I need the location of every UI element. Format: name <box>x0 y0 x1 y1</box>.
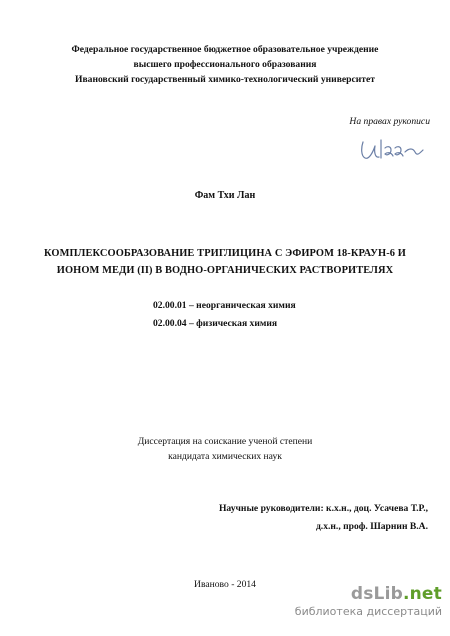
specialty-2: 02.00.04 – физическая химия <box>153 318 278 329</box>
institution-line-1: Федеральное государственное бюджетное образовательное учреждение <box>71 44 379 55</box>
handwritten-signature <box>357 134 429 168</box>
city-year: Иваново - 2014 <box>194 579 256 590</box>
institution-line-2: высшего профессионального образования <box>133 59 317 70</box>
institution-header <box>0 42 450 87</box>
manuscript-note: На правах рукописи <box>349 116 430 127</box>
watermark-logo-suffix: .net <box>402 584 442 604</box>
dslib-watermark[interactable] <box>295 584 442 618</box>
author-name: Фам Тхи Лан <box>194 190 256 201</box>
watermark-logo <box>295 584 442 604</box>
degree-line-1: Диссертация на соискание ученой степени <box>137 436 313 447</box>
institution-line-3: Ивановский государственный химико-технологический университет <box>75 74 375 85</box>
specialty-1: 02.00.01 – неорганическая химия <box>153 300 296 311</box>
supervisor-line-2: д.х.н., проф. Шарнин В.А. <box>315 521 428 532</box>
title-line-1: КОМПЛЕКСООБРАЗОВАНИЕ ТРИГЛИЦИНА С ЭФИРОМ 18-КРАУН-6 И <box>44 248 406 259</box>
title-line-2: ИОНОМ МЕДИ (II) В ВОДНО-ОРГАНИЧЕСКИХ РАСТВОРИТЕЛЯХ <box>56 265 394 276</box>
degree-line-2: кандидата химических наук <box>168 451 282 462</box>
watermark-logo-main: dsLib <box>350 584 403 604</box>
degree-statement <box>0 434 450 464</box>
supervisor-line-1: Научные руководители: к.х.н., доц. Усачева Т.Р., <box>218 503 428 514</box>
supervisors <box>219 500 428 536</box>
dissertation-title <box>0 245 450 279</box>
watermark-tagline: библиотека диссертаций <box>294 605 442 618</box>
